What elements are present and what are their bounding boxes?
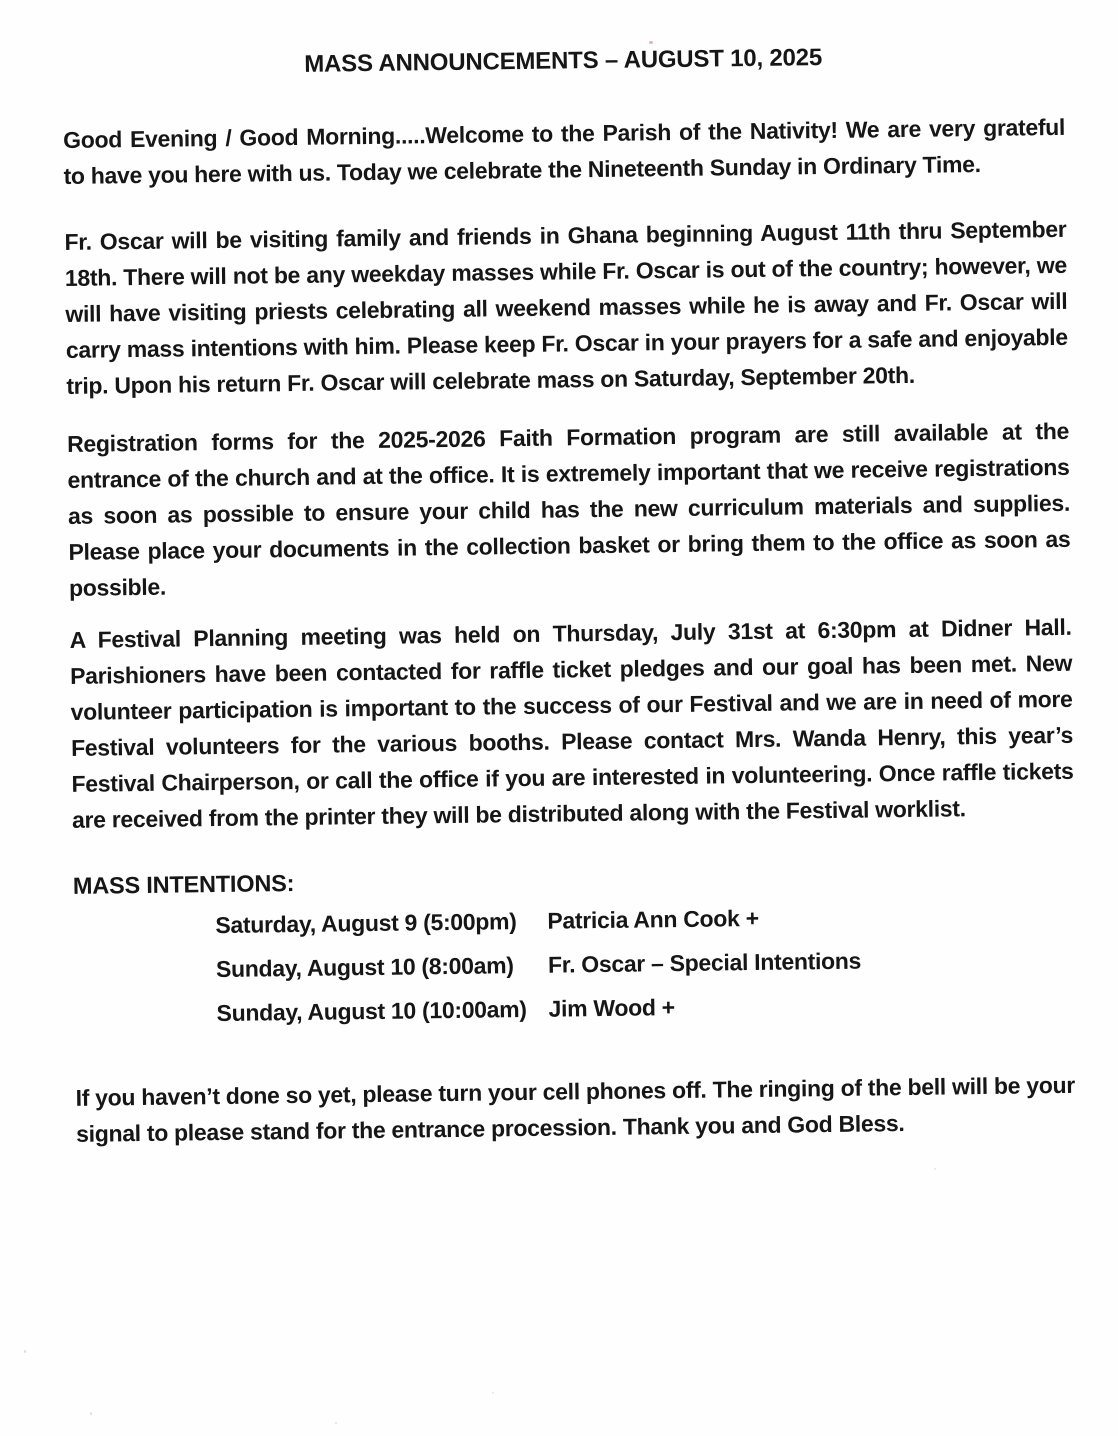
document-title: MASS ANNOUNCEMENTS – AUGUST 10, 2025 xyxy=(304,44,823,78)
paragraph-greeting: Good Evening / Good Morning.....Welcome to the Parish of the Nativity! We are very grateful to have you here with us. Today we celebrate the Nineteenth Sunday in Ordinary Time. xyxy=(62,113,1066,189)
intention-datetime: Sunday, August 10 (8:00am) xyxy=(215,952,514,983)
intention-datetime: Sunday, August 10 (10:00am) xyxy=(216,996,527,1027)
page-content xyxy=(62,41,1078,1152)
intention-text: Patricia Ann Cook + xyxy=(547,904,759,934)
paragraph-fr-oscar-travel: Fr. Oscar will be visiting family and friends in Ghana beginning August 11th thru September 18th. There will not be any weekday masses while Fr. Oscar is out of the country; however, we will have visiting priests celebrating all weekend masses while he is away and Fr. Oscar will carry mass intentions with him. Please keep Fr. Oscar in your prayers for a safe and enjoyable trip. Upon his return Fr. Oscar will celebrate mass on Saturday, September 20th. xyxy=(64,215,1068,399)
paragraph-festival-planning: A Festival Planning meeting was held on Thursday, July 31st at 6:30pm at Didner Hall. Parishioners have been contacted for raffle ticket pledges and our goal has been met. New volunteer participation is important to the success of our Festival and we are in need of more Festival volunteers for the various booths. Please contact Mrs. Wanda Henry, this year’s Festival Chairperson, or call the office if you are interested in volunteering. Once raffle tickets are received from the printer they will be distributed along with the Festival worklist. xyxy=(69,613,1074,833)
scan-artifact xyxy=(649,41,653,44)
intention-text: Jim Wood + xyxy=(548,994,675,1022)
scan-artifact xyxy=(90,1412,92,1415)
intention-datetime: Saturday, August 9 (5:00pm) xyxy=(215,908,517,939)
intention-text: Fr. Oscar – Special Intentions xyxy=(547,947,862,978)
paragraph-closing: If you haven’t done so yet, please turn your cell phones off. The ringing of the bell will be your signal to please stand for the entrance procession. Thank you and God Bless. xyxy=(75,1071,1076,1147)
scan-artifact xyxy=(24,1350,26,1353)
mass-intentions-heading: MASS INTENTIONS: xyxy=(72,870,295,899)
scan-artifact xyxy=(335,1422,337,1424)
paragraph-faith-formation: Registration forms for the 2025-2026 Faith Formation program are still available at the entrance of the church and at the office. It is extremely important that we receive registrations as soon as possible to ensure your child has the new curriculum materials and supplies. Please place your documents in the collection basket or bring them to the office as soon as possible. xyxy=(66,417,1071,601)
scan-artifact xyxy=(492,1392,494,1394)
mass-intentions-table xyxy=(73,901,1077,1046)
scan-artifact xyxy=(934,1168,936,1170)
